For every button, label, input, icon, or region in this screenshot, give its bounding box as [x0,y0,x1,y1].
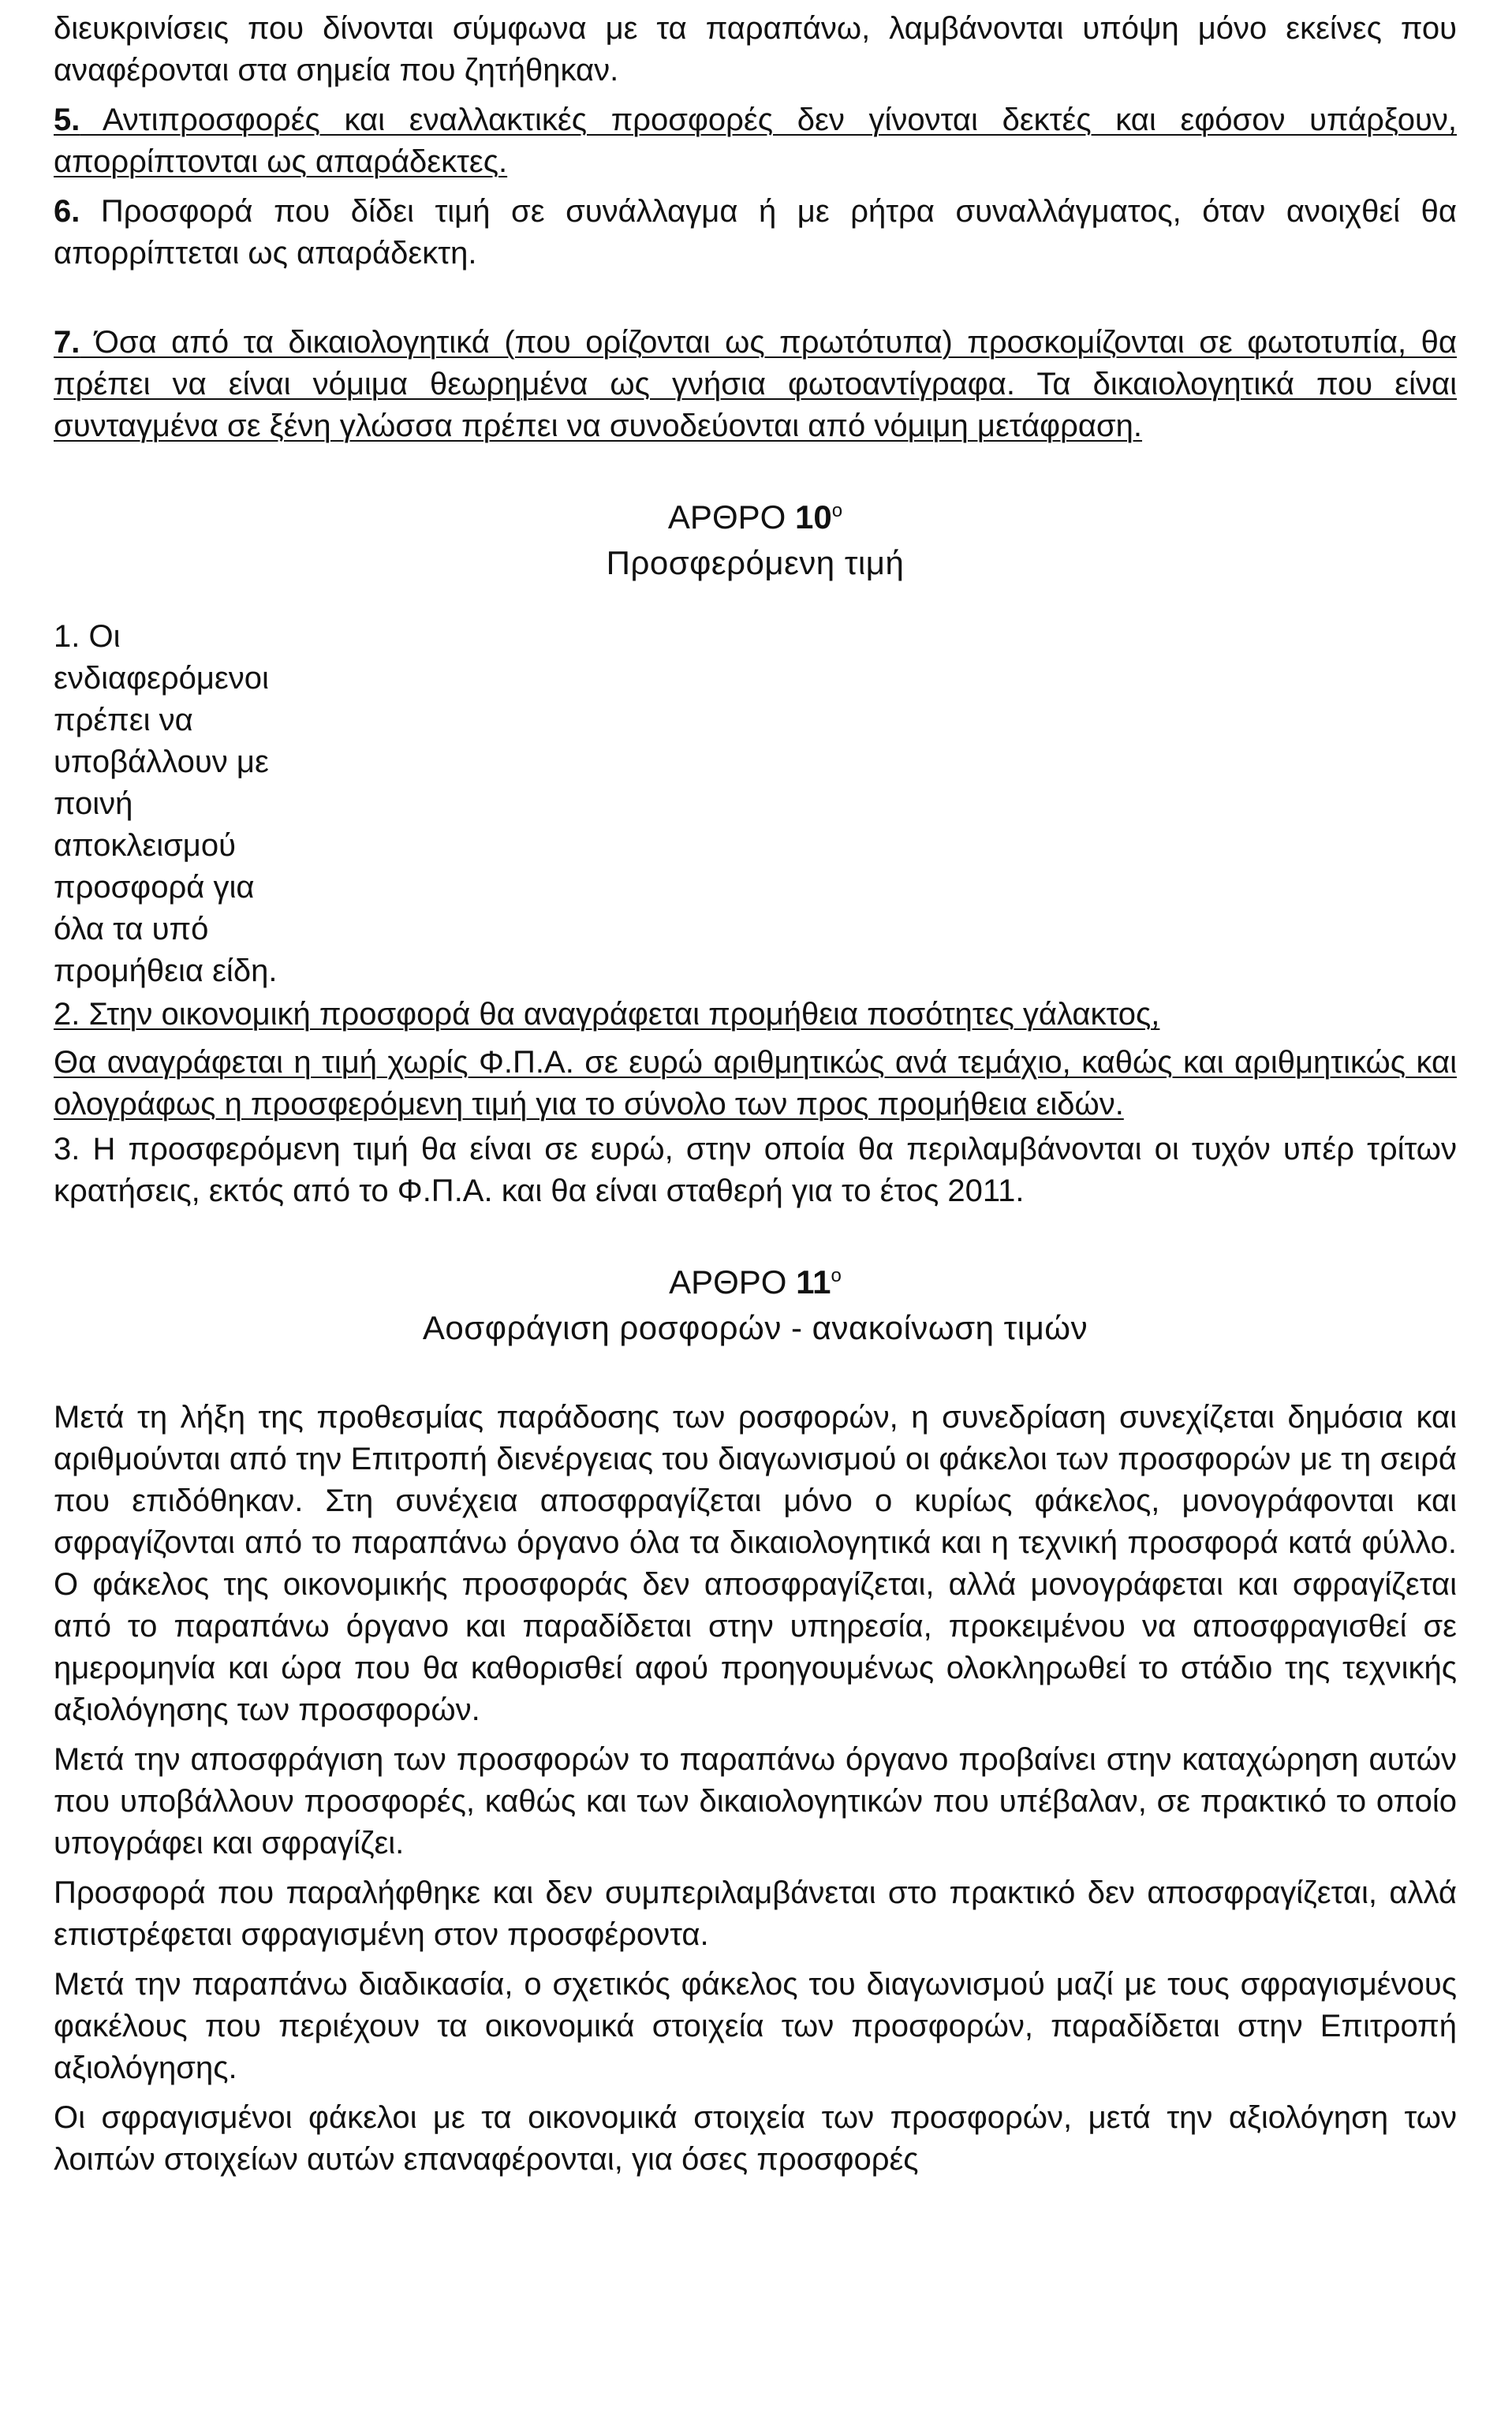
item-6-number: 6. [54,194,80,229]
item-7 [54,322,1457,447]
article-11-number: 11 [796,1263,831,1301]
point-1-line: όλα τα υπό [54,912,209,946]
article-11-prefix: ΑΡΘΡΟ [669,1263,797,1301]
article-10-number: 10 [794,498,832,536]
point-1-line: ποινή [54,786,133,821]
article-11-header [54,1260,1457,1351]
item-7-text: Όσα από τα δικαιολογητικά (που ορίζονται ως πρωτότυπα) προσκομίζονται σε φωτοτυπία, θα πρέπει να είναι νόμιμα θεωρημένα ως γνήσια φωτοαντίγραφα. Τα δικαιολογητικά που είναι συνταγμένα σε ξένη γλώσσα πρέπει να συνοδεύονται από νόμιμη μετάφραση. [54,325,1457,443]
article-11-title: Αοσφράγιση ροσφορών - ανακοίνωση τιμών [422,1309,1088,1346]
item-5-number: 5. [54,103,80,137]
article-11-paragraph-1: Μετά τη λήξη της προθεσμίας παράδοσης των ροσφορών, η συνεδρίαση συνεχίζεται δημόσια και αριθμούνται από την Επιτροπή διενέργειας του διαγωνισμού οι φάκελοι των προσφορών με τη σειρά που επιδόθηκαν. Στη συνέχεια αποσφραγίζεται μόνο ο κυρίως φάκελος, μονογράφονται και σφραγίζονται από το παραπάνω όργανο όλα τα δικαιολογητικά και η τεχνική προσφορά κατά φύλλο. Ο φάκελος της οικονομικής προσφοράς δεν αποσφραγίζεται, αλλά μονογράφεται και σφραγίζεται από το παραπάνω όργανο και παραδίδεται στην υπηρεσία, προκειμένου να αποσφραγισθεί σε ημερομηνία και ώρα που θα καθορισθεί αφού προηγουμένως ολοκληρωθεί το στάδιο της τεχνικής αξιολόγησης των προσφορών. [54,1400,1457,1727]
item-7-number: 7. [54,325,80,360]
point-1-line: προσφορά για [54,870,255,905]
article-11-paragraph-5: Οι σφραγισμένοι φάκελοι με τα οικονομικά στοιχεία των προσφορών, μετά την αξιολόγηση των λοιπών στοιχείων αυτών επαναφέρονται, για όσες προσφορές [54,2100,1457,2177]
point-1-line: πρέπει να [54,703,193,737]
item-5-text: Αντιπροσφορές και εναλλακτικές προσφορές δεν γίνονται δεκτές και εφόσον υπάρξουν, απορρίπτονται ως απαράδεκτες. [54,103,1457,179]
article-11-paragraph-4: Μετά την παραπάνω διαδικασία, ο σχετικός φάκελος του διαγωνισμού μαζί με τους σφραγισμένους φακέλους που περιέχουν τα οικονομικά στοιχεία των προσφορών, παραδίδεται στην Επιτροπή αξιολόγησης. [54,1967,1457,2085]
item-6-text: Προσφορά που δίδει τιμή σε συνάλλαγμα ή με ρήτρα συναλλάγματος, όταν ανοιχθεί θα απορρίπτεται ως απαράδεκτη. [54,194,1457,271]
point-1-line: υποβάλλουν με [54,745,269,779]
point-1-line: αποκλεισμού [54,828,236,863]
article-11-paragraph-3: Προσφορά που παραλήφθηκε και δεν συμπεριλαμβάνεται στο πρακτικό δεν αποσφραγίζεται, αλλά επιστρέφεται σφραγισμένη στον προσφέροντα. [54,1875,1457,1952]
item-6 [54,191,1457,274]
article-10-point-2-line1: 2. Στην οικονομική προσφορά θα αναγράφεται προμήθεια ποσότητες γάλακτος, [54,997,1160,1032]
intro-paragraph: διευκρινίσεις που δίνονται σύμφωνα με τα παραπάνω, λαμβάνονται υπόψη μόνο εκείνες που αναφέρονται στα σημεία που ζητήθηκαν. [54,11,1457,88]
article-10-point-3: 3. Η προσφερόμενη τιμή θα είναι σε ευρώ, στην οποία θα περιλαμβάνονται οι τυχόν υπέρ τρίτων κρατήσεις, εκτός από το Φ.Π.Α. και θα είναι σταθερή για το έτος 2011. [54,1132,1457,1208]
article-11-superscript: ο [831,1265,842,1286]
point-1-line: 1. Οι [54,619,121,654]
article-11-heading [54,1260,1457,1305]
point-1-line: προμήθεια είδη. [54,953,278,988]
point-1-line: ενδιαφερόμενοι [54,661,269,696]
article-10-point-2-rest: Θα αναγράφεται η τιμή χωρίς Φ.Π.Α. σε ευρώ αριθμητικώς ανά τεμάχιο, καθώς και αριθμητικώς και ολογράφως η προσφερόμενη τιμή για το σύνολο των προς προμήθεια ειδών. [54,1045,1457,1121]
article-10-point-1 [54,616,322,992]
article-10-title: Προσφερόμενη τιμή [606,544,905,581]
item-5 [54,99,1457,183]
article-10-heading [54,494,1457,540]
article-11-paragraph-2: Μετά την αποσφράγιση των προσφορών το παραπάνω όργανο προβαίνει στην καταχώρηση αυτών που υποβάλλουν προσφορές, καθώς και των δικαιολογητικών που υπέβαλαν, σε πρακτικό το οποίο υπογράφει και σφραγίζει. [54,1742,1457,1860]
article-10-header [54,494,1457,586]
article-10-superscript: ο [831,500,843,521]
article-10-prefix: ΑΡΘΡΟ [667,498,795,536]
